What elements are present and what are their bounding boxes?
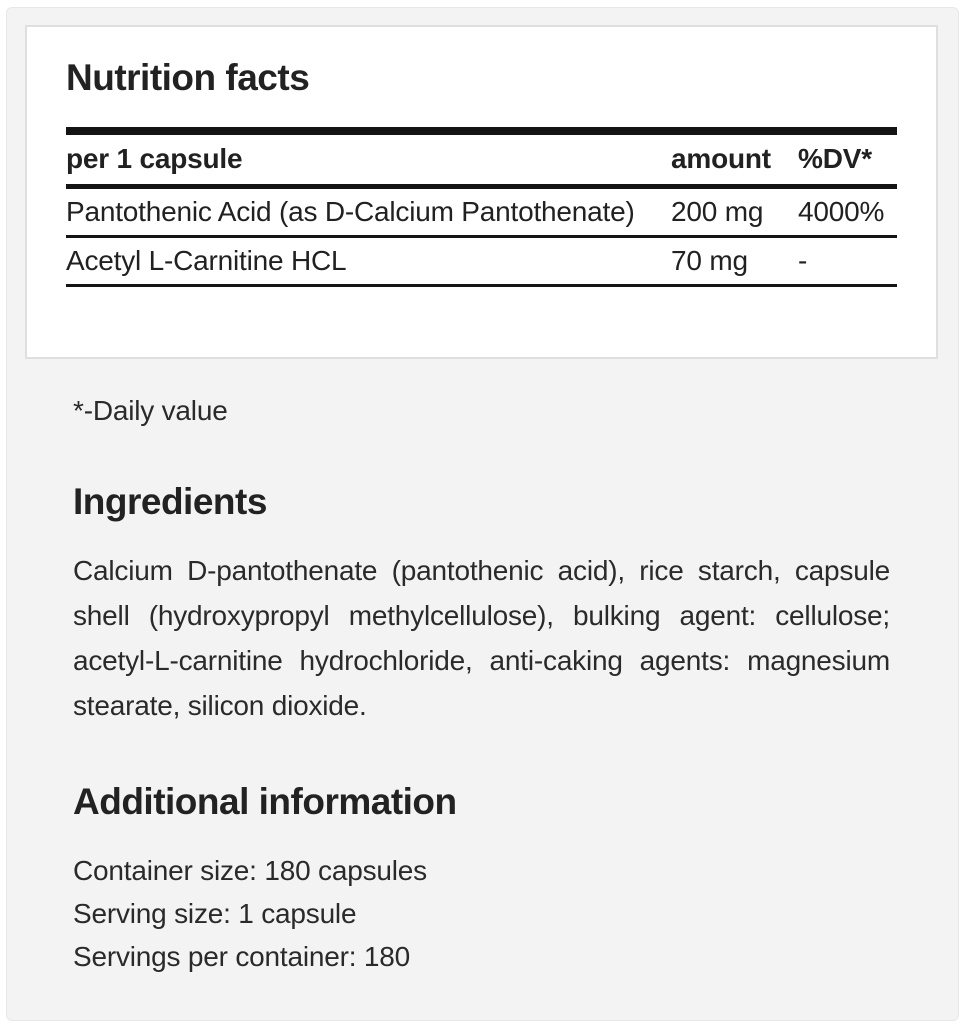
nutrient-amount: 200 mg [671, 196, 764, 227]
nutrition-facts-card [25, 25, 938, 359]
product-info-panel [6, 7, 959, 1021]
nutrient-dv: - [798, 237, 897, 286]
daily-value-footnote: *-Daily value [73, 395, 228, 426]
column-header-amount: amount [671, 131, 798, 187]
nutrient-name: Acetyl L-Carnitine HCL [66, 237, 671, 286]
serving-size-line: Serving size: 1 capsule [73, 898, 357, 929]
nutrient-amount: 70 mg [671, 237, 798, 286]
column-header-dv: %DV* [798, 131, 897, 187]
ingredients-text: Calcium D-pantothenate (pantothenic acid), rice starch, capsule shell (hydroxypropyl methylcellulose), bulking agent: cellulose; acetyl-L-carnitine hydrochloride, anti-caking agents: magnesium stearate, silicon dioxide. [73, 555, 890, 721]
nutrient-dv: 4000% [798, 196, 885, 227]
servings-per-container-line: Servings per container: 180 [73, 941, 411, 972]
nutrition-table-header-row [66, 131, 897, 187]
column-header-serving: per 1 capsule [66, 131, 671, 187]
nutrient-name: Pantothenic Acid (as D-Calcium Pantothenate) [66, 196, 635, 227]
additional-info-list [73, 849, 890, 978]
additional-info-heading: Additional information [73, 781, 457, 822]
text-sections [7, 394, 958, 978]
nutrition-table [66, 127, 897, 287]
ingredients-heading: Ingredients [73, 481, 267, 522]
container-size-line: Container size: 180 capsules [73, 855, 427, 886]
nutrition-facts-title: Nutrition facts [66, 57, 310, 98]
table-row [66, 237, 897, 286]
table-row [66, 187, 897, 237]
